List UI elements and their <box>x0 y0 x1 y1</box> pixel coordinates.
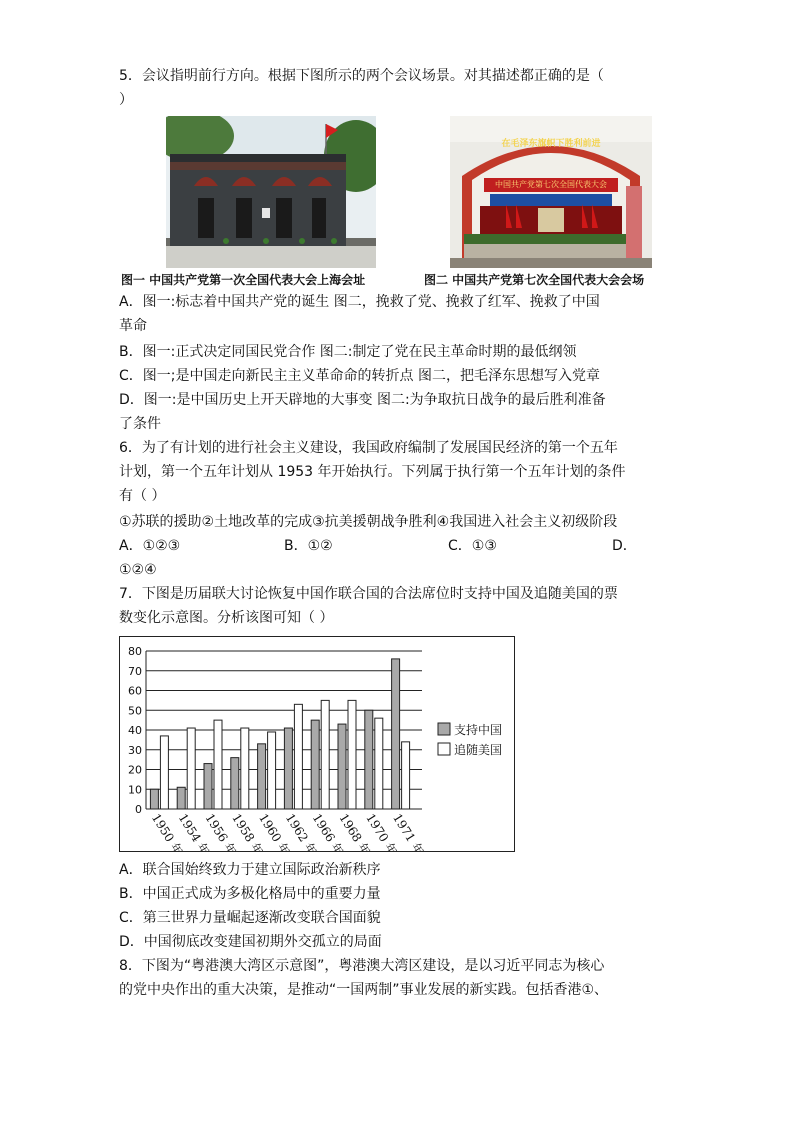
y-tick-label: 60 <box>128 684 142 698</box>
bar-support-china <box>177 787 185 809</box>
bar-follow-usa <box>402 742 410 809</box>
x-tick-label: 1970 年 <box>363 811 400 851</box>
bar-support-china <box>231 758 239 809</box>
x-tick-label: 1971 年 <box>390 811 427 851</box>
q6-stem-cont: 计划，第一个五年计划从 1953 年开始执行。下列属于执行第一个五年计划的条件 <box>119 464 626 480</box>
q7-option-d: D．中国彻底改变建国初期外交孤立的局面 <box>119 934 382 950</box>
q5-option-c: C．图一;是中国走向新民主主义革命命的转折点 图二，把毛泽东思想写入党章 <box>119 368 600 384</box>
y-tick-label: 0 <box>135 803 142 816</box>
chart-canvas <box>120 637 514 851</box>
caption-figure-1: 图一 中国共产党第一次全国代表大会上海会址 <box>121 273 366 287</box>
x-tick-label: 1958 年 <box>229 811 266 851</box>
bar-support-china <box>258 744 266 809</box>
q5-option-a: A．图一:标志着中国共产党的诞生 图二，挽救了党、挽救了红军、挽救了中国 <box>119 294 600 310</box>
bar-follow-usa <box>241 728 249 809</box>
q6-conditions: ①苏联的援助②土地改革的完成③抗美援朝战争胜利④我国进入社会主义初级阶段 <box>119 514 618 530</box>
y-tick-label: 80 <box>128 645 142 658</box>
x-tick-label: 1954 年 <box>175 811 213 851</box>
q8-stem: 8．下图为“粤港澳大湾区示意图”，粤港澳大湾区建设，是以习近平同志为核心 <box>119 958 605 974</box>
bar-follow-usa <box>348 700 356 809</box>
q6-option-c: C．①③ <box>448 538 497 554</box>
y-tick-label: 50 <box>128 704 142 718</box>
y-tick-label: 40 <box>128 724 142 737</box>
bar-support-china <box>150 789 158 809</box>
bar-follow-usa <box>375 718 383 809</box>
x-tick-label: 1956 年 <box>202 811 239 851</box>
q8-stem-cont: 的党中央作出的重大决策，是推动“一国两制”事业发展的新实践。包括香港①、 <box>119 982 609 998</box>
y-tick-label: 20 <box>128 763 142 777</box>
bar-support-china <box>392 659 400 809</box>
bar-follow-usa <box>160 736 168 809</box>
q5-stem: 5．会议指明前行方向。根据下图所示的两个会议场景。对其描述都正确的是（ <box>119 68 604 84</box>
q6-option-a: A．①②③ <box>119 538 181 554</box>
legend-swatch-follow <box>438 743 450 755</box>
bar-follow-usa <box>294 704 302 809</box>
legend-swatch-support <box>438 723 450 735</box>
q5-option-b: B．图一:正式决定同国民党合作 图二:制定了党在民主革命时期的最低纲领 <box>119 344 577 360</box>
vote-bar-chart <box>119 636 515 852</box>
q5-option-d-cont: 了条件 <box>119 416 161 432</box>
legend-label-follow: 追随美国 <box>454 743 503 757</box>
q5-option-d: D．图一:是中国历史上开天辟地的大事变 图二:为争取抗日战争的最后胜利准备 <box>119 392 606 408</box>
q7-stem-cont: 数变化示意图。分析该图可知（ ） <box>119 610 334 626</box>
bar-support-china <box>365 710 373 809</box>
q5-stem-cont: ） <box>119 92 133 108</box>
bar-follow-usa <box>321 700 329 809</box>
q6-option-d: D． <box>612 538 637 554</box>
q6-stem: 6．为了有计划的进行社会主义建设，我国政府编制了发展国民经济的第一个五年 <box>119 440 618 456</box>
q6-option-b: B．①② <box>284 538 333 554</box>
bar-follow-usa <box>187 728 195 809</box>
x-tick-label: 1966 年 <box>309 811 347 851</box>
y-tick-label: 10 <box>128 783 142 797</box>
bar-follow-usa <box>268 732 276 809</box>
x-tick-label: 1962 年 <box>282 811 320 851</box>
q6-option-d-cont: ①②④ <box>119 562 157 578</box>
photo-seventh-congress-hall <box>450 116 652 268</box>
bar-support-china <box>284 728 292 809</box>
legend-label-support: 支持中国 <box>454 723 503 737</box>
caption-figure-2: 图二 中国共产党第七次全国代表大会会场 <box>424 273 645 287</box>
q7-stem: 7．下图是历届联大讨论恢复中国作联合国的合法席位时支持中国及追随美国的票 <box>119 586 618 602</box>
q7-option-c: C．第三世界力量崛起逐渐改变联合国面貌 <box>119 910 381 926</box>
stage-text: 中国共产党第七次全国代表大会 <box>495 180 607 189</box>
q6-stem-end: 有（ ） <box>119 488 166 504</box>
x-tick-label: 1968 年 <box>336 811 373 851</box>
q7-option-b: B．中国正式成为多极化格局中的重要力量 <box>119 886 381 902</box>
photo-first-congress-site <box>166 116 376 268</box>
y-tick-label: 30 <box>128 743 142 757</box>
bar-support-china <box>338 724 346 809</box>
x-tick-label: 1950 年 <box>148 811 186 851</box>
bar-support-china <box>311 720 319 809</box>
bar-follow-usa <box>214 720 222 809</box>
q7-option-a: A．联合国始终致力于建立国际政治新秩序 <box>119 862 381 878</box>
y-tick-label: 70 <box>128 664 142 678</box>
bar-support-china <box>204 764 212 809</box>
x-tick-label: 1960 年 <box>256 811 293 851</box>
q5-option-a-cont: 革命 <box>119 318 147 334</box>
banner-text: 在毛泽东旗帜下胜利前进 <box>501 139 601 149</box>
